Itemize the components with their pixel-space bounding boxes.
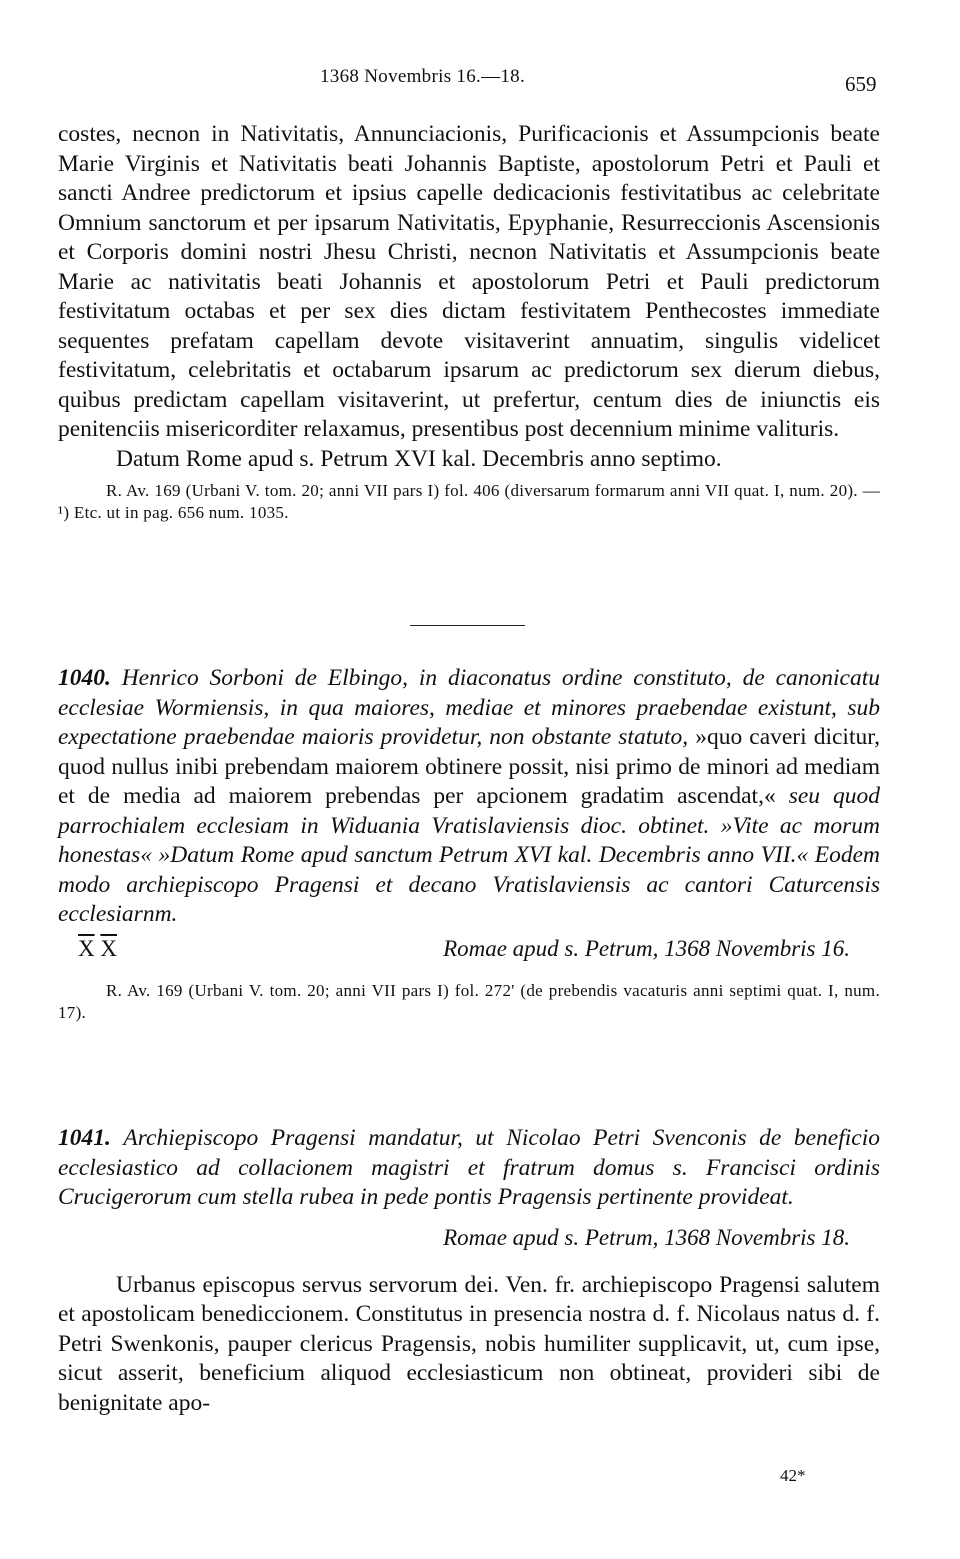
previous-entry-body: costes, necnon in Nativitatis, Annunciacionis, Purificacionis et Assumpcionis beate Marie Virginis et Nativitatis beati Johannis Baptiste, apostolorum Petri et Pauli et sancti Andree predictorum et ipsius capelle dedicacionis festivitatibus ac celebritate Omnium sanctorum et per ipsarum Nativitatis, Epyphanie, Resurreccionis Ascensionis et Corporis domini nostri Jhesu Christi, necnon Nativitatis et Assumpcionis beate Marie ac nativitatis beati Johannis et apostolorum Petri et Pauli predictorum festivitatum octabas et per sex dies dictam festivitatem Penthecostes immediate sequentes prefatam capellam devote visitaverint annuatim, singulis videlicet festivitatum, celebritatis et octabarum ipsarum ac predictorum sex dierum diebus, quibus predictam capellam visitaverint, ut prefertur, centum dies de iniunctis eis penitenciis misericorditer relaxamus, presentibus post decennium minime valituris.	[58, 121, 880, 442]
entry-dateline: Romae apud s. Petrum, 1368 Novembris 16.	[443, 935, 850, 961]
entry-1040	[58, 664, 880, 1024]
previous-entry-footnote: R. Av. 169 (Urbani V. tom. 20; anni VII pars I) fol. 406 (diversarum formarum anni VII quat. I, num. 20). — ¹) Etc. ut in pag. 656 num. 1035.	[58, 481, 880, 522]
previous-entry-continuation	[58, 120, 880, 524]
entry-1041	[58, 1124, 880, 1418]
page-number: 659	[845, 72, 877, 96]
entry-summary-continued: seu quod parrochialem ecclesiam in Widuania Vratislaviensis dioc. obtinet. »Vite ac morum honestas« »Datum Rome apud sanctum Petrum XVI kal. Decembris anno VII.« Eodem modo archiepiscopo Pragensi et decano Vratislaviensis ac cantori Caturcensis ecclesiarnm.	[58, 783, 881, 927]
entry-body: Urbanus episcopus servus servorum dei. Ven. fr. archiepiscopo Pragensi salutem et apostolicam benediccionem. Constitutus in presencia nostra d. f. Nicolaus natus d. f. Petri Swenkonis, pauper clericus Pragensis, nobis humiliter supplicavit, ut, cum ipse, sicut asserit, beneficium aliquod ecclesiasticum non obtineat, provideri sibi de benignitate apo-	[58, 1271, 880, 1416]
entry-number: 1040.	[58, 665, 111, 691]
chancery-mark: $\overline{X}$	[100, 935, 117, 961]
entry-dateline-row	[58, 1225, 880, 1257]
entry-dateline-row	[58, 936, 880, 968]
entry-quote: »quo caveri dicitur, quod nullus inibi prebendam maiorem obtinere possit, nisi primo de minori ad mediam et de media ad maiorem prebendas per apcionem gradatim ascendat,«	[58, 724, 880, 809]
entry-summary: Archiepiscopo Pragensi mandatur, ut Nicolao Petri Svenconis de beneficio ecclesiastico ad collacionem magistri et fratrum domus s. Francisci ordinis Crucigerorum cum stella rubea in pede pontis Pragensis pertinente provideat.	[58, 1125, 880, 1210]
running-head: 1368 Novembris 16.—18.	[320, 66, 526, 87]
entry-dateline: Romae apud s. Petrum, 1368 Novembris 18.	[443, 1224, 850, 1250]
entry-summary: Henrico Sorboni de Elbingo, in diaconatus ordine constituto, de canonicatu ecclesiae Wormiensis, in qua maiores, mediae et minores praebendae existunt, sub expectatione praebendae maioris providetur, non obstante statuto,	[58, 665, 881, 750]
previous-entry-datum: Datum Rome apud s. Petrum XVI kal. Decembris anno septimo.	[116, 445, 722, 472]
entry-number: 1041.	[58, 1125, 111, 1151]
section-divider	[410, 625, 525, 626]
entry-footnote: R. Av. 169 (Urbani V. tom. 20; anni VII pars I) fol. 272' (de prebendis vacaturis anni septimi quat. I, num. 17).	[58, 980, 880, 1022]
page-header	[0, 62, 960, 96]
signature-mark: 42*	[780, 1466, 806, 1485]
chancery-mark: $\overline{X}$	[78, 935, 95, 961]
chancery-marks	[78, 936, 117, 962]
